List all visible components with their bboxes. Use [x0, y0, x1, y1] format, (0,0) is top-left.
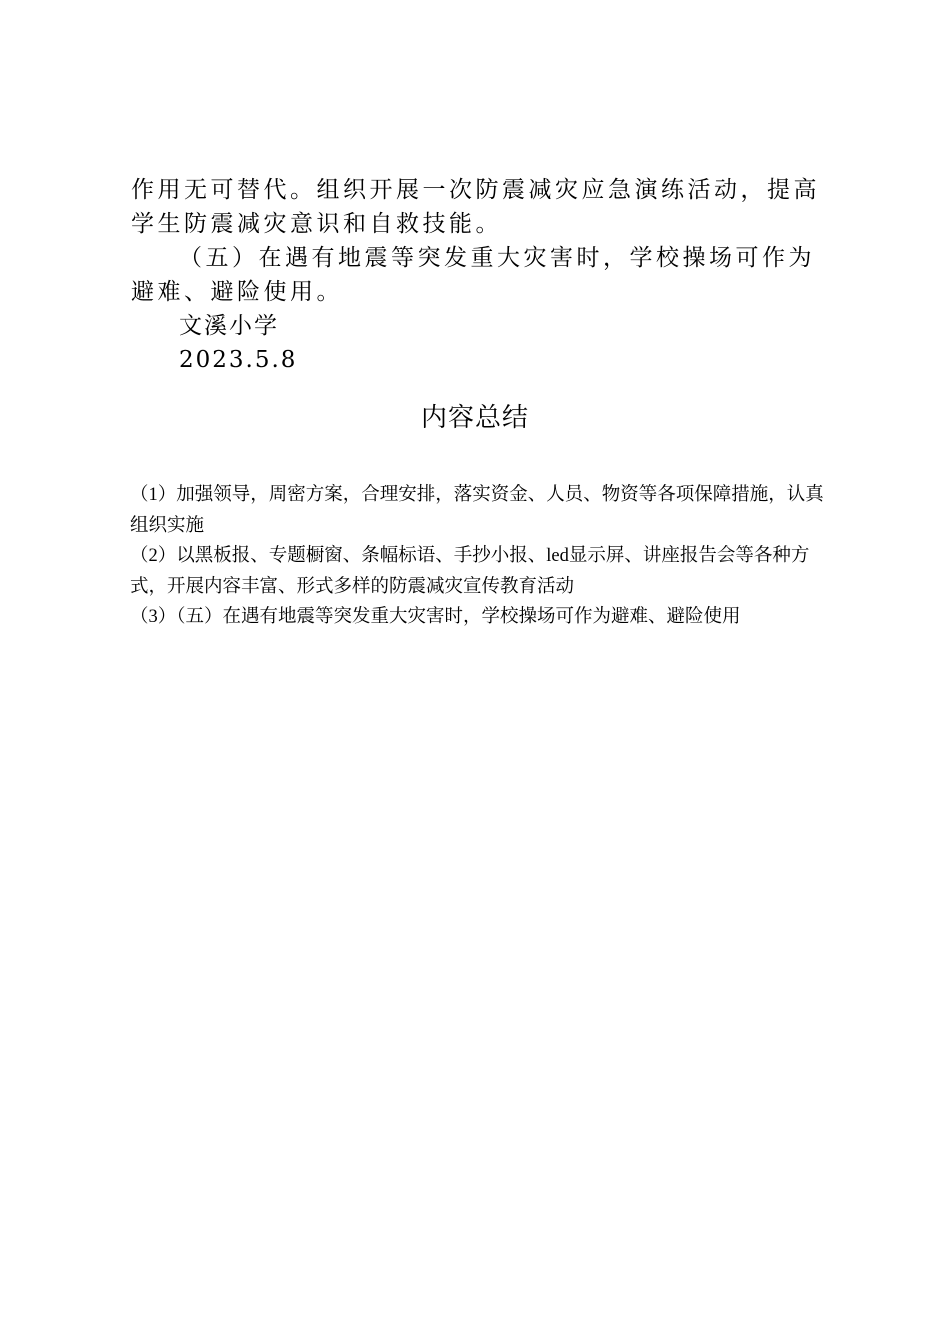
signature-date: 2023.5.8 — [179, 347, 298, 373]
summary-title: 内容总结 — [420, 403, 529, 433]
body-paragraph: 作用无可替代。组织开展一次防震减灾应急演练活动，提高学生防震减灾意识和自救技能。 — [131, 177, 820, 237]
signature-school: 文溪小学 — [179, 313, 279, 339]
body-paragraph: （五）在遇有地震等突发重大灾害时，学校操场可作为避难、避险使用。 — [131, 245, 815, 305]
summary-item: （2）以黑板报、专题橱窗、条幅标语、手抄小报、led显示屏、讲座报告会等各种方式，开展内容丰富、形式多样的防震减灾宣传教育活动 — [130, 546, 810, 597]
summary-item: （3）（五）在遇有地震等突发重大灾害时，学校操场可作为避难、避险使用 — [130, 607, 741, 627]
document-body — [131, 173, 821, 377]
summary-item: （1）加强领导，周密方案，合理安排，落实资金、人员、物资等各项保障措施，认真组织实施 — [130, 485, 824, 536]
summary-list — [130, 480, 830, 633]
